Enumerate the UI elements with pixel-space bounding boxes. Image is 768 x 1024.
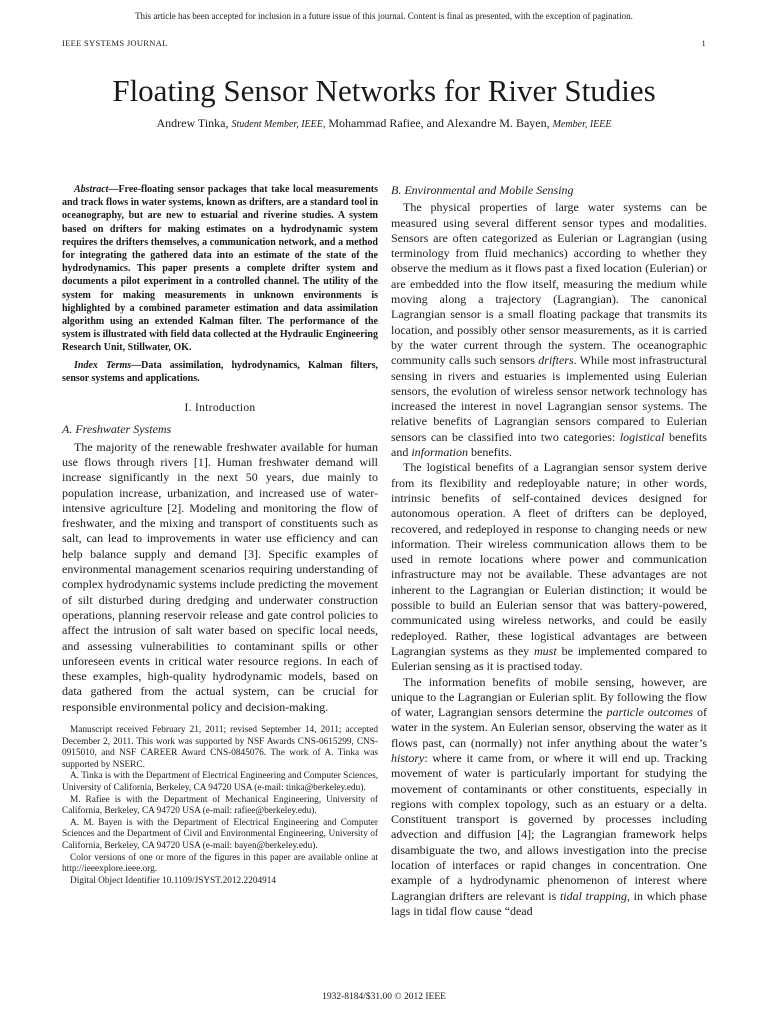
emphasis: drifters [538,353,574,368]
footnote-manuscript: Manuscript received February 21, 2011; revised September 14, 2011; accepted December 2, 2011. This work was supported by NSF Awards CNS-0615299, CNS-0915010, and NSF CAREER Award CNS-0845076. The work of A. Tinka was supported by NSERC. [62,724,378,770]
paragraph-freshwater: The majority of the renewable freshwater available for human use flows through rivers [1]. Human freshwater demand will increase significantly in the next 50 years, due mainly to population increase, urbanization, and increased use of water-intensive agriculture [2]. Modeling and monitoring the flow of freshwater, and the mixing and transport of constituents such as salt, can lead to improvements in water use efficiency and can help balance supply and demand [3]. Specific examples of environmental management scenarios requiring understanding of complex hydrodynamic systems include predicting the movement of silt disturbed during dredging and underwater construction operations, planning reservoir release and gate control policies to affect the intrusion of salt water based on specific local needs, and assessing vulnerabilities to contaminant spills or other unforeseen events in critical water resource regions. In each of these examples, high-quality hydrodynamic models, based on data gathered from the actual system, can be crucial for responsible environmental policy and decision-making. [62,439,378,714]
text-run: . While most infrastructural sensing in rivers and estuaries is implemented using Eulerian sensors, the evolution of wireless sensor network technology has increased the interest in novel Lagrangian sensor systems. The relative benefits of Lagrangian sensors compared to Eulerian sensors can be classified into two categories: [391,353,707,444]
paragraph-sensing-3 [391,675,707,920]
index-terms-lead: Index Terms [74,359,132,371]
author-line [0,116,768,131]
abstract [62,183,378,355]
emphasis: must [534,643,557,658]
footnote-color-versions: Color versions of one or more of the figures in this paper are available online at http://ieeexplore.ieee.org. [62,852,378,875]
text-run: be implemented compared to Eulerian sensing as it is practised today. [391,643,707,674]
footnote-doi: Digital Object Identifier 10.1109/JSYST.2012.2204914 [70,875,277,886]
paper-title: Floating Sensor Networks for River Studies [112,73,656,108]
left-column [62,183,378,887]
emphasis: tidal trapping [559,888,627,903]
author-1: Andrew Tinka, [156,116,229,130]
paragraph-sensing-1 [391,200,707,460]
footnote-rafiee: M. Rafiee is with the Department of Mechanical Engineering, University of California, Berkeley, CA 94720 USA (e-mail: rafiee@berkeley.edu). [62,794,378,817]
emphasis: history [391,750,425,765]
copyright-footer: 1932-8184/$31.00 © 2012 IEEE [322,992,446,1002]
footnote-bayen: A. M. Bayen is with the Department of Electrical Engineering and Computer Sciences and the Department of Civil and Environmental Engineering, University of California, Berkeley, CA 94720 USA (e-mail: bayen@berkeley.edu). [62,817,378,851]
emphasis: information [411,445,468,460]
acceptance-banner: This article has been accepted for inclusion in a future issue of this journal. Content is final as presented, with the exception of pagination. [135,11,633,21]
abstract-lead: Abstract [74,184,109,195]
text-run: , in which phase lags in tidal flow cause “dead [391,888,707,918]
text-run: The physical properties of large water systems can be measured using several different sensor types and modalities. Sensors are often categorized as Eulerian or Lagrangian (using terminology from fluid mechanics) according to whether they observe the medium as it flows past a fixed location (Eulerian) or are embedded into the flow itself, measuring the medium while moving along a trajectory (Lagrangian). The canonical Lagrangian sensor is a small floating package that transmits its location, and possibly other sensor measurements, as it is carried by the water current through the system. The oceanographic community calls such sensors [391,200,707,368]
emphasis: particle outcomes [606,705,694,720]
emphasis: logistical [619,429,665,444]
text-run: The logistical benefits of a Lagrangian sensor system derive from its flexibility and redeployable nature; in other words, intrinsic benefits of self-contained devices designed for autonomous operation. A fleet of drifters can be deployed, recovered, and redeployed in response to changing needs or new information. Their wireless communication allows them to be used in remote locations where power and communication infrastructure may not be available. These advantages are not inherent to the Lagrangian or Eulerian distinction; it would be possible to build an Eulerian sensor that was battery-powered, communicated using wireless networks, and could be easily redeployed. Rather, these logistical advantages are between Lagrangian systems as they [391,460,707,658]
author-1-membership: Student Member, IEEE, [231,119,326,130]
author-3-membership: Member, IEEE [552,119,612,130]
text-run: benefits and [391,429,707,460]
authors-2-3: Mohammad Rafiee, and Alexandre M. Bayen, [328,116,550,130]
index-terms [62,359,378,385]
footnote-tinka: A. Tinka is with the Department of Electrical Engineering and Computer Sciences, University of California, Berkeley, CA 94720 USA (e-mail: tinka@berkeley.edu). [62,771,379,793]
footnotes [62,725,378,887]
text-run: The information benefits of mobile sensing, however, are unique to the Lagrangian or Eulerian split. By following the flow of water, Lagrangian sensors determine the [391,674,707,720]
right-column [391,183,707,919]
paragraph-sensing-2 [391,460,707,674]
text-run: of water in the system. An Eulerian sensor, observing the water as it flows past, can (normally) not infer anything about the water’s [391,705,707,750]
text-run: : where it came from, or where it will end up. Tracking movement of water is particularly important for studying the movement of contaminants or other constituents, especially in regions with complex topology, such as an estuary or a delta. Constituent transport is governed by processes including advection and diffusion [4]; the Lagrangian framework helps disambiguate the two, and allows investigation into the precise location of interfaces or rapid changes in concentration. One example of a hydrodynamic phenomenon of interest where Lagrangian drifters are relevant is [391,750,707,903]
subsection-heading-freshwater: A. Freshwater Systems [62,422,172,437]
abstract-text: —Free-floating sensor packages that take local measurements and track flows in water systems, known as drifters, are a standard tool in oceanography, but are new to estuarial and riverine studies. A system based on drifters for making estimates on a hydrodynamic system requires the drifters themselves, a communication network, and a method for integrating the gathered data into an estimate of the state of the hydrodynamics. This paper presents a complete drifter system and documents a pilot experiment in a controlled channel. The utility of the system for making measurements in unknown environments is highlighted by a combined parameter estimation and data assimilation algorithm using an extended Kalman filter. The performance of the system is illustrated with field data collected at the Hydraulic Engineering Research Unit, Stillwater, OK. [62,184,378,354]
journal-name: IEEE SYSTEMS JOURNAL [62,38,168,48]
page-number: 1 [701,38,706,48]
index-terms-text: —Data assimilation, hydrodynamics, Kalman filters, sensor systems and applications. [62,359,378,384]
section-heading-introduction: I. Introduction [184,402,256,415]
text-run: benefits. [468,445,512,460]
running-header [62,38,706,48]
subsection-heading-environmental: B. Environmental and Mobile Sensing [391,183,574,197]
